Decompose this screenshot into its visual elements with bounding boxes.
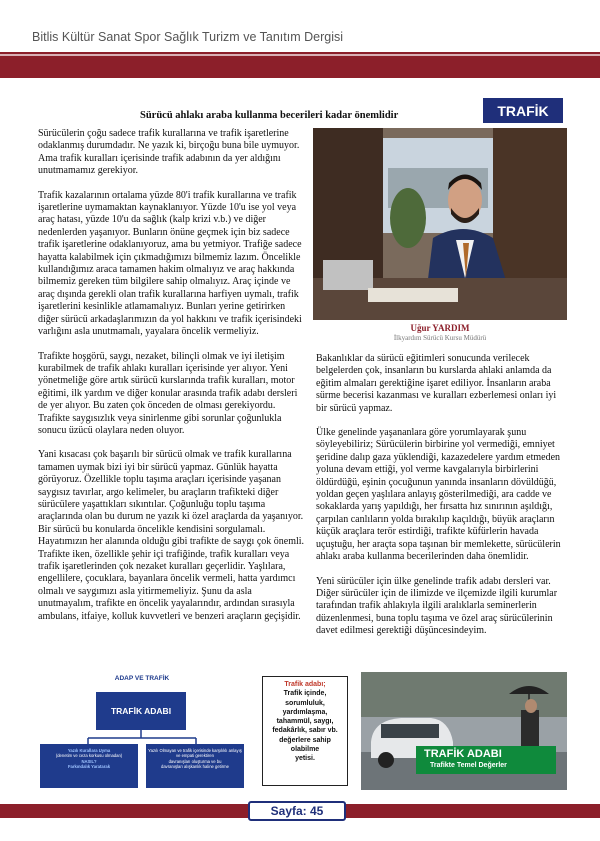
paragraph: Ülke genelinde yaşananlara göre yorumlayarak şunu söyleyebiliriz; Sürücülerin birbirine yol vermediği, emniyet şeridine dalıp gaza yüklendiği, kazazedelere yardım etmeden yoluna devam ettiği, yol verme kavgalarıyla birbirlerini öldürdüğü, eşinin çocuğunun yanında insanların dövüldüğü, yoldan geçen yaşlılara anlayış gösterilmediği, ara cadde ve sokaklarda yarış yapıldığı, her fırsatta hız sınırının aşıldığı, çarpılan canlıların yolda bırakılıp kaçıldığı, büyük araçların küçük araçlara terör estirdiği, trafikte küfürlerin havada uçuştuğu, her araçta sopa taşınan bir memlekette, sürücülerin ahlakı araba kullanma becerilerinden daha önemlidir. [316, 427, 561, 563]
diagram-main-box: TRAFİK ADABI [96, 692, 186, 730]
page-number: Sayfa: 45 [248, 801, 346, 821]
magazine-title: Bitlis Kültür Sanat Spor Sağlık Turizm ve Tanıtım Dergisi [32, 30, 343, 44]
paragraph: Bakanlıklar da sürücü eğitimleri sonucunda verilecek belgelerden çok, insanların bu kurslarda ahlaki anlamda da eğitim almaları gerektiğine işaret ediliyor. İnsanların araba sürme becerisi kazanması ve kuralları ezberlemesi onları iyi bir sürücü yapmaz. [316, 353, 557, 414]
section-tag: TRAFİK [483, 98, 563, 123]
paragraph: Yani kısacası çok başarılı bir sürücü olmak ve trafik kurallarına tamamen uymak bizi iyi bir sürücü yapmaz. Günlük hayatta görüyoruz. Özellikle toplu taşıma araçları içerisinde yaşanan saygısız tavırlar, argo kelimeler, bu araçların trafikteki diğer sürücülere yaşattıkları sıkıntılar. Çoğunluğu toplu taşıma araçlarında olan bu durum ne yazık ki özel araçlarda da yaşanıyor. Bir sürücü bu konularda öncelikle kendisini sorgulamalı. Hayatımızın her alanında olduğu gibi trafikte de saygı çok önemli. Trafikte iken, özellikle şehir içi trafiğinde, trafik kuralları veya trafik işaretlerinden çok nezaket kuralları geçerlidir. Yaşlılara, engellilere, çocuklara, bayanlara öncelik vermeli, hatta yardımcı olmalı ve saygımızı asla yitirmemeliyiz. Şunu da asla unutmayalım, trafikte en öncelik yayalarındır, ardından sırasıyla ambulans, itfaiye, kolluk kuvvetleri ve benzeri araçların geçişidir. [38, 449, 305, 622]
diagram-left-box [40, 744, 138, 788]
diagram-title: ADAP VE TRAFİK [114, 675, 170, 682]
article-column-left [38, 128, 306, 635]
paragraph: Trafik kazalarının ortalama yüzde 80'i trafik kurallarına ve trafik işaretlerine uymamaktan kaynaklanıyor. Yüzde 10'u ise yol veya araç hatası, yüzde 10'u da sağlık (kalp krizi v.b.) ve diğer nedenlerden yaşanıyor. Bunların önüne geçmek için biz sadece trafik işaretlerine odaklanıyoruz, ama bu yetmiyor. Trafiğe sadece hayatta kalabilmek için çıkmadığımızı bilmemiz lazım. Öncelikle kullandığımız araca tamamen hakim olmalıyız ve araç hakkında bilmemiz gereken tüm bilgilere sahip olmalıyız. Araç içinde ve araç dışında gerekli olan trafik kurallarına harfiyen uymalı, trafik işaretlerini kesinlikle atlamamalıyız. Bunları yerine getirirken diğer sürücü arkadaşlarımızın da yol hakkını ve trafik içerisindeki varlığını asla unutmamalı, yayalara öncelik vermeliyiz. [38, 189, 302, 338]
paragraph: Sürücülerin çoğu sadece trafik kurallarına ve trafik işaretlerine odaklanmış durumdadır. Ne yazık ki, birçoğu buna bile uymuyor. Ama trafik kuralları içerisinde trafik adabının da yer aldığını unutmamamız gerekiyor. [38, 128, 300, 177]
diagram-text: Yazılı Olmayan ve trafik içerisinde karşılıklı anlayış ve empati gerektiren [148, 748, 242, 759]
header-band-line [0, 54, 600, 56]
image-ribbon [416, 746, 556, 774]
photo-caption-name: Uğur YARDIM [410, 323, 470, 333]
diagram-text: (denetim ve ceza korkusu olmadan) [55, 753, 123, 759]
author-portrait-illustration [313, 128, 567, 320]
definition-line: Trafik içinde, [283, 690, 327, 698]
diagram-text: davranışları alışkanlık haline getirme [161, 764, 229, 770]
definition-line: yardımlaşma, [282, 708, 328, 716]
diagram-text: davranışları oluşturma ve bu [168, 758, 222, 764]
diagram-text: Yazılı Kurallara Uyma [67, 748, 111, 753]
adab-diagram [38, 672, 246, 790]
article-column-right [316, 353, 568, 650]
paragraph: Trafikte hoşgörü, saygı, nezaket, bilinçli olmak ve iyi iletişim kurabilmek de trafik ahlakı kuralları içerisinde yer alıyor. Yeni yönetmeliğe göre artık sürücü kurslarında trafik kuralları, motor eğitimi, ilk yardım ve diğer konular arasında trafik adabı dersleri de yer alıyor. Bu zaten çok önceden de olması gerekiyordu. Trafikte saygısızlık veya sinirlenme gibi sorunlar çoğunlukla sonucu üzücü olaylara neden oluyor. [38, 350, 298, 436]
definition-line: tahammül, saygı, [276, 718, 334, 726]
rainy-road-image [361, 672, 567, 790]
article-headline: Sürücü ahlakı araba kullanma becerileri kadar önemlidir [140, 110, 399, 121]
ribbon-title: TRAFİK ADABI [424, 748, 502, 760]
definition-line: sorumluluk, [285, 699, 325, 707]
definition-line: fedakârlık, sabır vb. [272, 727, 338, 735]
trafik-adabi-definition-box [262, 676, 348, 786]
definition-title: Trafik adabı; [284, 681, 326, 688]
ribbon-subtitle: Trafikte Temel Değerler [430, 762, 507, 769]
diagram-right-box [146, 744, 244, 788]
photo-caption-role: İlkyardım Sürücü Kursu Müdürü [393, 334, 487, 342]
definition-line: değerlere sahip olabilme [279, 736, 331, 754]
diagram-text: NASIL? [81, 758, 97, 764]
author-photo [313, 128, 567, 320]
diagram-text: Farkındalık Yaratarak [67, 764, 111, 770]
paragraph: Yeni sürücüler için ülke genelinde trafik adabı dersleri var. Diğer sürücüler için de ilimizde ve ilçemizde ilgili kurumlar tarafından trafik ahlakıyla ilgili aralıklarla seminerlerin düzenlenmesi, buna toplu taşıma ve özel araç sürücülerinin davet edilmesi gerektiği düşüncesindeyim. [316, 575, 558, 637]
definition-line: yetisi. [295, 755, 315, 763]
